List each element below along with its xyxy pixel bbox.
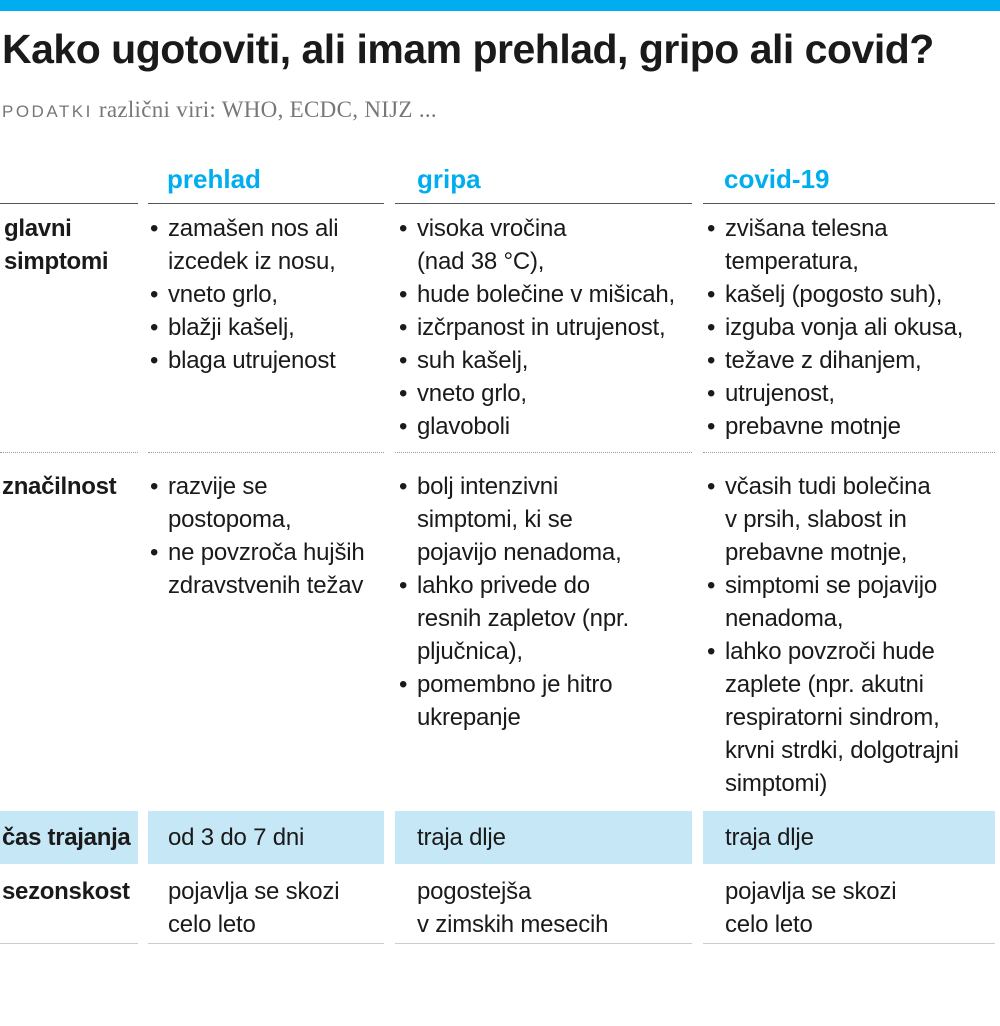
list-item: • vneto grlo, [150, 278, 386, 311]
source-text: različni viri: WHO, ECDC, NIJZ ... [98, 97, 437, 122]
list-item: • lahko povzroči hude zaplete (npr. akutni respiratorni sindrom, krvni strdki, dolgotrajni simptomi) [707, 635, 997, 800]
list-item: • kašelj (pogosto suh), [707, 278, 997, 311]
season-covid: pojavlja se skozi celo leto [725, 878, 897, 938]
list-item: • bolj intenzivni simptomi, ki se pojavijo nenadoma, [399, 470, 699, 569]
header-divider-prehlad [148, 203, 384, 204]
list-item: • prebavne motnje [707, 410, 997, 443]
list-item: • zamašen nos ali izcedek iz nosu, [150, 212, 386, 278]
list-item: • blažji kašelj, [150, 311, 386, 344]
duration-gripa: traja dlje [417, 824, 506, 851]
header-divider-gripa [395, 203, 692, 204]
top-accent-bar [0, 0, 1000, 11]
symptoms-covid-list [707, 212, 997, 443]
row-label-symptoms: glavni simptomi [4, 215, 109, 275]
list-item: • utrujenost, [707, 377, 997, 410]
list-item: • včasih tudi bolečina v prsih, slabost in prebavne motnje, [707, 470, 997, 569]
list-item: • glavoboli [399, 410, 699, 443]
header-divider-covid [703, 203, 995, 204]
traits-gripa-list [399, 470, 699, 734]
table-bottom-line [703, 943, 995, 944]
column-header-gripa: gripa [417, 164, 481, 194]
row-divider [0, 452, 138, 453]
symptoms-prehlad-list [150, 212, 386, 377]
row-divider [395, 452, 692, 453]
source-line [2, 96, 437, 123]
list-item: • izguba vonja ali okusa, [707, 311, 997, 344]
duration-prehlad: od 3 do 7 dni [168, 824, 305, 851]
list-item: • visoka vročina (nad 38 °C), [399, 212, 699, 278]
page-title: Kako ugotoviti, ali imam prehlad, gripo ali covid? [2, 26, 934, 72]
table-bottom-line [148, 943, 384, 944]
list-item: • ne povzroča hujših zdravstvenih težav [150, 536, 390, 602]
list-item: • izčrpanost in utrujenost, [399, 311, 699, 344]
row-divider [148, 452, 384, 453]
table-bottom-line [0, 943, 138, 944]
header-divider-label [0, 203, 138, 204]
list-item: • blaga utrujenost [150, 344, 386, 377]
column-header-covid: covid-19 [724, 164, 830, 194]
column-header-prehlad: prehlad [167, 164, 261, 194]
list-item: • hude bolečine v mišicah, [399, 278, 699, 311]
list-item: • simptomi se pojavijo nenadoma, [707, 569, 997, 635]
table-bottom-line [395, 943, 692, 944]
source-tag: PODATKI [2, 102, 93, 121]
list-item: • zvišana telesna temperatura, [707, 212, 997, 278]
list-item: • lahko privede do resnih zapletov (npr. pljučnica), [399, 569, 699, 668]
season-prehlad: pojavlja se skozi celo leto [168, 878, 340, 938]
row-divider [703, 452, 995, 453]
list-item: • pomembno je hitro ukrepanje [399, 668, 699, 734]
season-gripa: pogostejša v zimskih mesecih [417, 878, 609, 938]
row-label-season: sezonskost [2, 878, 130, 905]
list-item: • težave z dihanjem, [707, 344, 997, 377]
list-item: • razvije se postopoma, [150, 470, 390, 536]
duration-covid: traja dlje [725, 824, 814, 851]
symptoms-gripa-list [399, 212, 699, 443]
row-label-traits: značilnost [2, 473, 117, 500]
list-item: • suh kašelj, [399, 344, 699, 377]
row-label-duration: čas trajanja [2, 824, 131, 851]
traits-covid-list [707, 470, 997, 800]
traits-prehlad-list [150, 470, 390, 602]
list-item: • vneto grlo, [399, 377, 699, 410]
